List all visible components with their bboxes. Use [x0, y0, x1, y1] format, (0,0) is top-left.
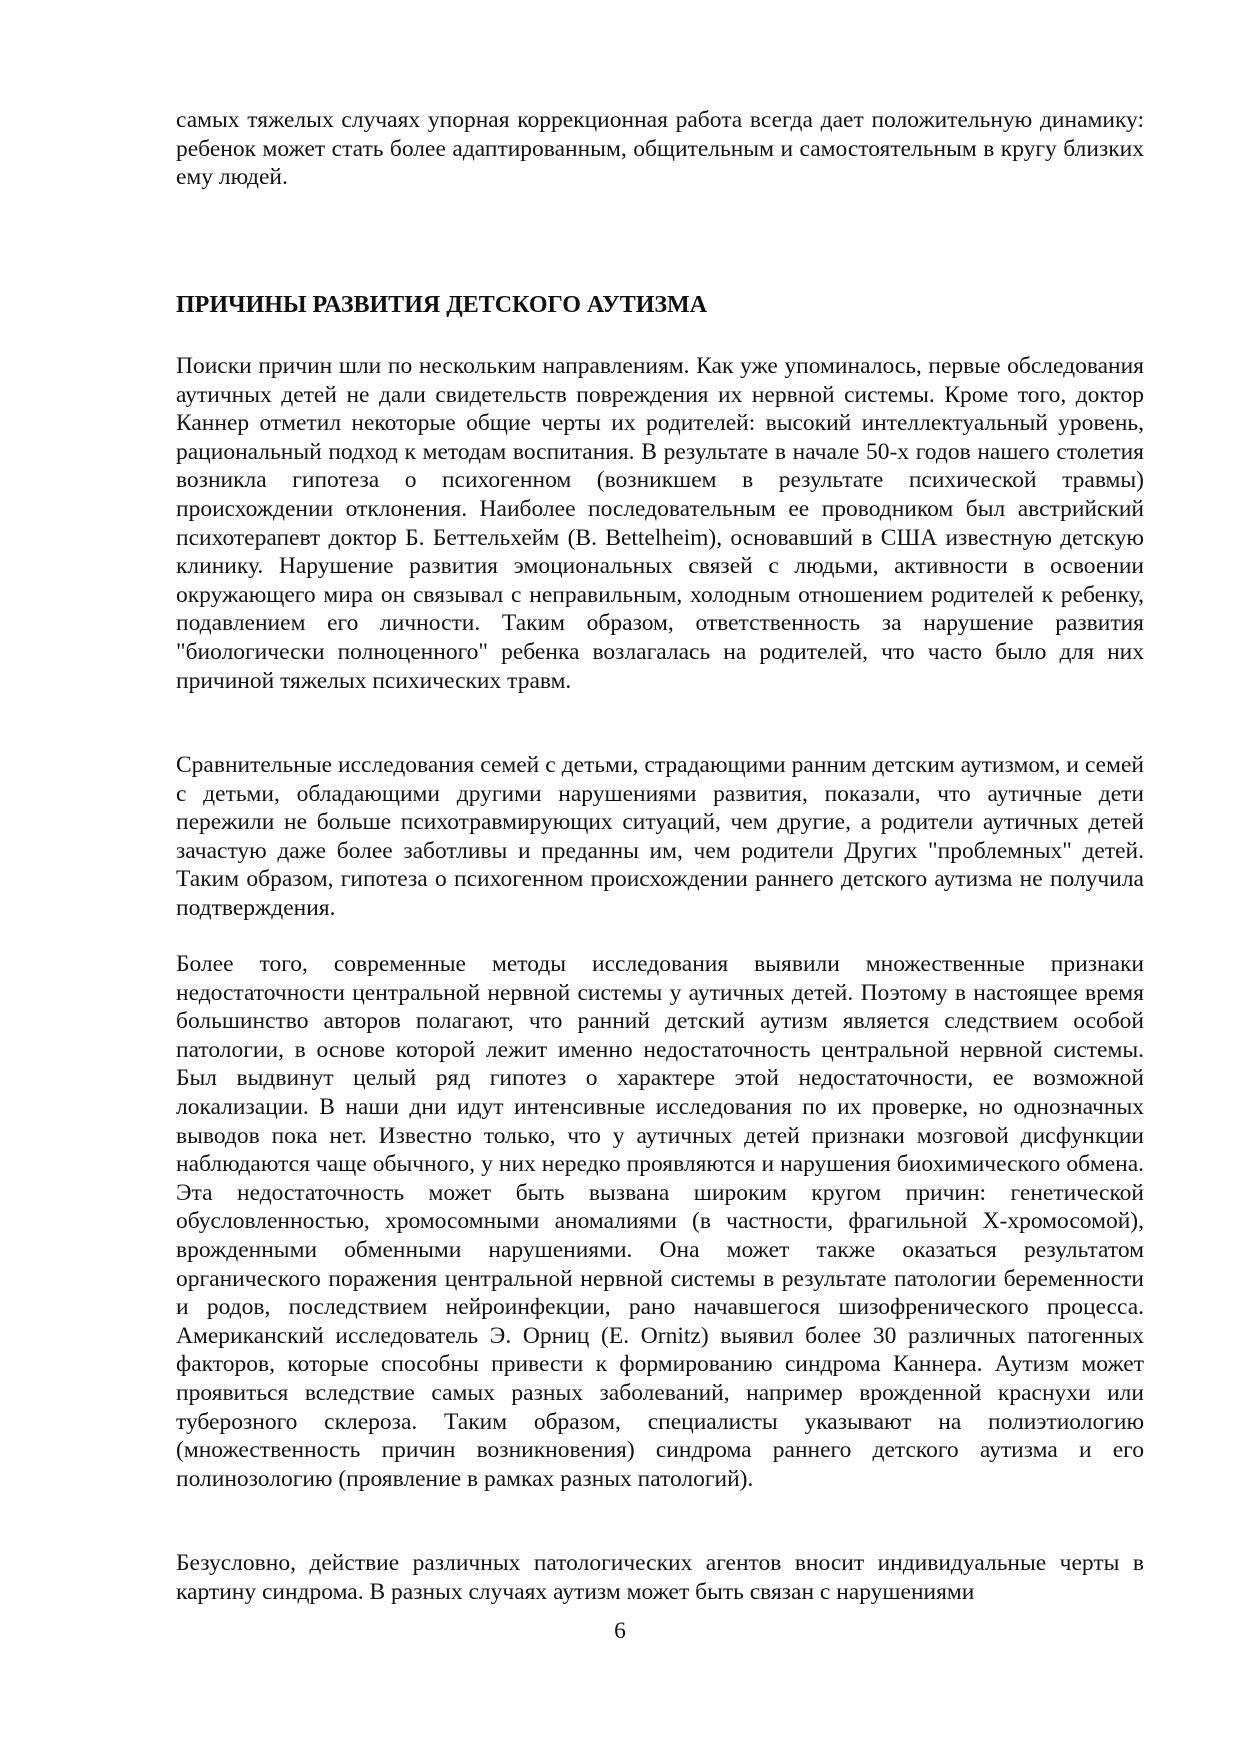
page-number: 6: [614, 1618, 626, 1644]
paragraph-cns-insufficiency: Более того, современные методы исследования выявили множественные признаки недостаточности центральной нервной системы у аутичных детей. Поэтому в настоящее время большинство авторов полагают, что ранний детский аутизм является следствием особой патологии, в основе которой лежит именно недостаточность центральной нервной системы. Был выдвинут целый ряд гипотез о характере этой недостаточности, ее возможной локализации. В наши дни идут интенсивные исследования по их проверке, но однозначных выводов пока нет. Известно только, что у аутичных детей признаки мозговой дисфункции наблюдаются чаще обычного, у них нередко проявляются и нарушения биохимического обмена. Эта недостаточность может быть вызвана широким кругом причин: генетической обусловленностью, хромосомными аномалиями (в частности, фрагильной Х-хромосомой), врожденными обменными нарушениями. Она может также оказаться результатом органического поражения центральной нервной системы в результате патологии беременности и родов, последствием нейроинфекции, рано начавшегося шизофренического процесса. Американский исследователь Э. Орниц (Е. Ornitz) выявил более 30 различных патогенных факторов, которые способны привести к формированию синдрома Каннера. Аутизм может проявиться вследствие самых разных заболеваний, например врожденной краснухи или туберозного склероза. Таким образом, специалисты указывают на полиэтиологию (множественность причин возникновения) синдрома раннего детского аутизма и его полинозологию (проявление в рамках разных патологий).: [176, 951, 1144, 1492]
intro-paragraph: самых тяжелых случаях упорная коррекционная работа всегда дает положительную динамику: ребенок может стать более адаптированным, общительным и самостоятельным в кругу близких ему людей.: [176, 107, 1144, 191]
paragraph-causes-search: Поиски причин шли по нескольким направлениям. Как уже упоминалось, первые обследования аутичных детей не дали свидетельств повреждения их нервной системы. Кроме того, доктор Каннер отметил некоторые общие черты их родителей: высокий интеллектуальный уровень, рациональный подход к методам воспитания. В результате в начале 50-х годов нашего столетия возникла гипотеза о психогенном (возникшем в результате психической травмы) происхождении отклонения. Наиболее последовательным ее проводником был австрийский психотерапевт доктор Б. Беттельхейм (В. Bettelheim), основавший в США известную детскую клинику. Нарушение развития эмоциональных связей с людьми, активности в освоении окружающего мира он связывал с неправильным, холодным отношением родителей к ребенку, подавлением его личности. Таким образом, ответственность за нарушение развития "биологически полноценного" ребенка возлагалась на родителей, что часто было для них причиной тяжелых психических травм.: [176, 353, 1144, 694]
paragraph-pathological-agents: Безусловно, действие различных патологических агентов вносит индивидуальные черты в картину синдрома. В разных случаях аутизм может быть связан с нарушениями: [176, 1550, 1144, 1605]
paragraph-family-studies: Сравнительные исследования семей с детьми, страдающими ранним детским аутизмом, и семей с детьми, обладающими другими нарушениями развития, показали, что аутичные дети пережили не больше психотравмирующих ситуаций, чем другие, а родители аутичных детей зачастую даже более заботливы и преданны им, чем родители Других "проблемных" детей. Таким образом, гипотеза о психогенном происхождении раннего детского аутизма не получила подтверждения.: [176, 752, 1144, 921]
section-heading: ПРИЧИНЫ РАЗВИТИЯ ДЕТСКОГО АУТИЗМА: [176, 292, 708, 318]
